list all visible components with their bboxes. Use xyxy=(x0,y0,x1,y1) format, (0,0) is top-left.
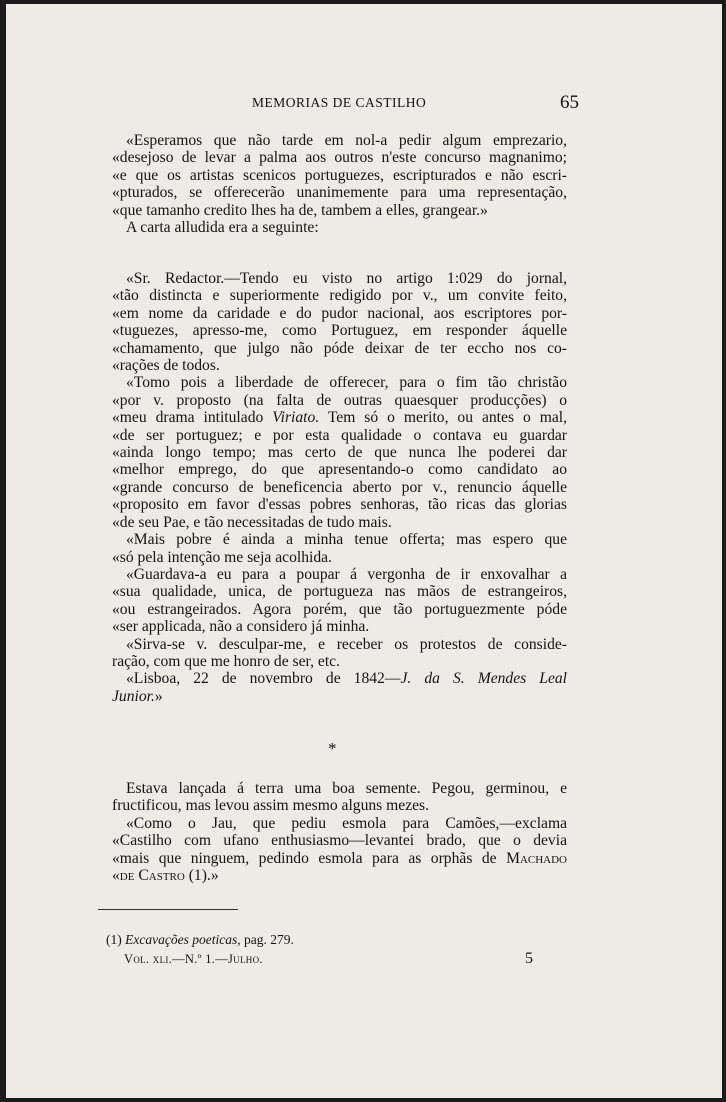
text-line: «Castilho com ufano enthusiasmo—levantei brado, que o devia xyxy=(112,832,567,850)
text-line: «ou estrangeirados. Agora porém, que tão portuguezmente póde xyxy=(112,600,567,618)
text-line: «chamamento, que julgo não póde deixar de ter eccho nos co- xyxy=(112,339,567,357)
text-line: ração, com que me honro de ser, etc. xyxy=(112,652,340,670)
text-line: «Guardava-a eu para a poupar á vergonha de ir enxovalhar a xyxy=(126,565,567,583)
text-line: «Esperamos que não tarde em nol-a pedir algum emprezario, xyxy=(126,132,567,149)
text-line: «Sr. Redactor.—Tendo eu visto no artigo 1:029 do jornal, xyxy=(126,270,567,287)
text-line: «ainda longo tempo; mas certo de que nunca lhe poderei dar xyxy=(112,444,567,462)
text-line: «só pela intenção me seja acolhida. xyxy=(112,548,332,566)
text-line xyxy=(112,688,567,705)
page-header xyxy=(6,92,722,116)
text-line: «proposito em favor d'essas pobres senhoras, tão ricas das glorias xyxy=(112,496,567,514)
text-line: «rações de todos. xyxy=(112,357,220,375)
footnote-title: Excavações poeticas, xyxy=(125,932,241,947)
text-line: «e que os artistas scenicos portuguezes, escripturados e não escri- xyxy=(112,166,567,184)
text-line: «pturados, se offerecerão unanimemente para uma representação, xyxy=(112,184,567,202)
text-line: Estava lançada á terra uma boa semente. Pegou, germinou, e xyxy=(126,780,567,797)
text-fragment: (1).» xyxy=(184,867,219,885)
text-line xyxy=(112,409,567,426)
text-line: «sua qualidade, unica, de portugueza nas mãos de estrangeiros, xyxy=(112,583,567,601)
letter-block xyxy=(112,270,567,705)
text-line: «melhor emprego, do que apresentando-o como candidato ao xyxy=(112,461,567,479)
text-line: «ser applicada, não a considero já minha. xyxy=(112,618,370,636)
text-line: «Mais pobre é ainda a minha tenue offerta; mas espero que xyxy=(126,531,567,549)
letter-author: J. da S. Mendes Leal xyxy=(400,670,567,688)
footnote-rule xyxy=(98,909,238,910)
paragraph-block-3 xyxy=(112,780,567,884)
text-line: «desejoso de levar a palma aos outros n'este concurso magnanimo; xyxy=(112,149,567,167)
text-line: «por v. proposto (na falta de outras quaesquer producções) o xyxy=(112,391,567,409)
text-line: «de ser portuguez; e por esta qualidade o contava eu guardar xyxy=(112,426,567,444)
text-line xyxy=(112,670,567,687)
text-fragment: «Lisboa, 22 de novembro de 1842— xyxy=(126,670,401,688)
drama-title: Viriato. xyxy=(272,409,320,427)
text-line: «de seu Pae, e tão necessitadas de tudo mais. xyxy=(112,513,392,531)
sheet-number: 5 xyxy=(525,950,533,967)
letter-author-suffix: Junior. xyxy=(112,687,155,705)
running-title: MEMORIAS DE CASTILHO xyxy=(252,95,427,110)
text-fragment: » xyxy=(154,687,163,705)
text-line: «em nome da caridade e do pudor nacional, aos escriptores por- xyxy=(112,304,567,322)
text-line: «tuguezes, apresso-me, como Portuguez, em responder áquelle xyxy=(112,322,567,340)
footnote-page: pag. 279. xyxy=(240,932,294,947)
name-small-caps: «de xyxy=(112,867,135,885)
footnote-marker: (1) xyxy=(106,932,122,947)
text-line: «tão distincta e superiormente redigido por v., um convite feito, xyxy=(112,287,567,305)
text-line: «grande concurso de beneficencia aberto por v., renuncio áquelle xyxy=(112,478,567,496)
text-line: fructificou, mas levou assim mesmo alguns mezes. xyxy=(112,797,429,815)
text-line xyxy=(112,850,567,867)
text-line: A carta alludida era a seguinte: xyxy=(126,219,319,237)
text-line xyxy=(112,867,567,884)
text-line: «Sirva-se v. desculpar-me, e receber os protestos de conside- xyxy=(126,635,567,653)
text-line: «Como o Jau, que pediu esmola para Camões,—exclama xyxy=(126,814,567,832)
text-fragment: Tem só o merito, ou antes o mal, xyxy=(319,409,567,427)
page-number: 65 xyxy=(560,92,579,113)
name-small-caps: Castro xyxy=(138,867,185,885)
name-small-caps: Machado xyxy=(506,849,567,867)
text-line: «que tamanho credito lhes ha de, tambem a elles, grangear.» xyxy=(112,201,488,219)
book-page xyxy=(6,4,722,1098)
paragraph-block-1 xyxy=(112,132,567,236)
text-fragment: «meu drama intitulado xyxy=(112,409,264,427)
section-separator: * xyxy=(328,739,337,758)
text-line: «Tomo pois a liberdade de offerecer, para o fim tão christão xyxy=(126,374,567,392)
footnote xyxy=(106,932,294,948)
volume-signature: Vol. xli.—N.º 1.—Julho. xyxy=(124,952,263,966)
text-fragment: «mais que ninguem, pedindo esmola para as orphãs de xyxy=(112,849,497,867)
